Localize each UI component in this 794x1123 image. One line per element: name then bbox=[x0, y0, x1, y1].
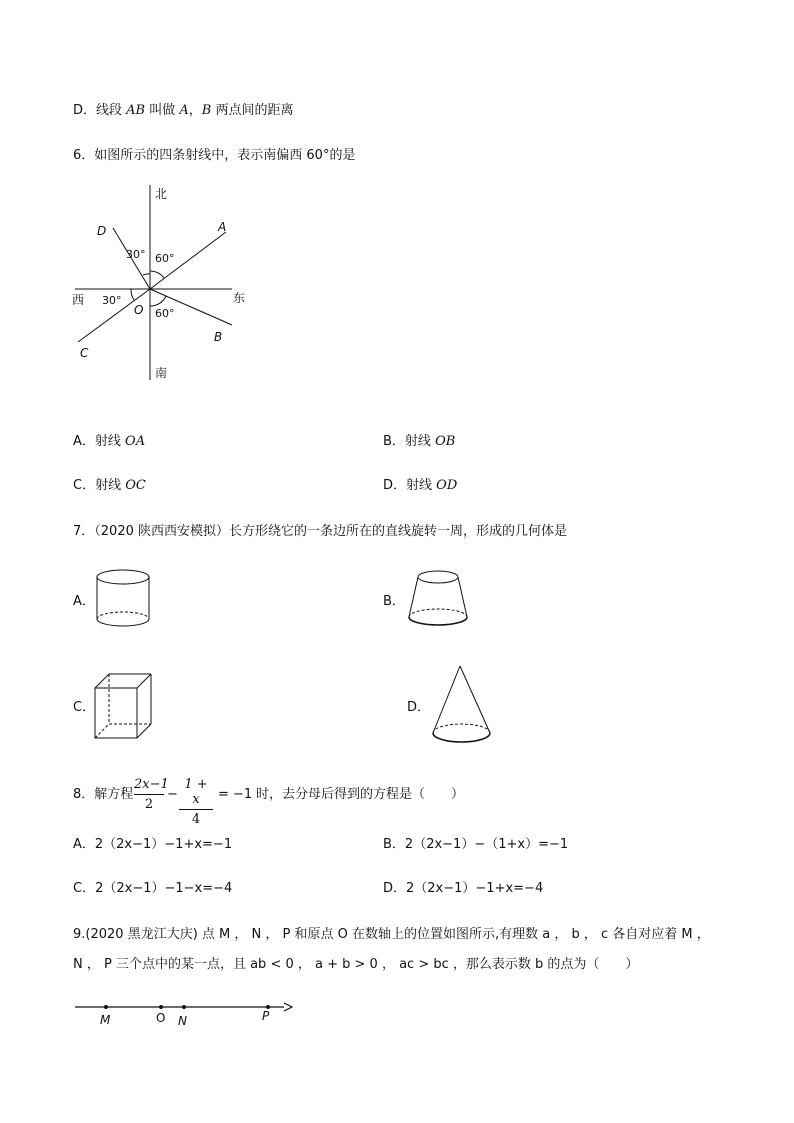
arc-30-west bbox=[131, 289, 134, 300]
q8-f2-bar bbox=[179, 809, 213, 810]
q5-option-d bbox=[73, 103, 293, 119]
q8-option-c[interactable]: C．2（2x−1）−1−x=−4 bbox=[73, 881, 233, 896]
label-east: 东 bbox=[233, 291, 246, 305]
label-b: B bbox=[214, 330, 223, 344]
q9-number-line bbox=[70, 996, 300, 1030]
q6-option-a[interactable] bbox=[73, 434, 145, 450]
q9-stem-line-1: 9.(2020 黑龙江大庆) 点 M ， N ， P 和原点 O 在数轴上的位置如图所示,有理数 a ， b ， c 各自对应着 M ， bbox=[73, 927, 710, 942]
q8-rhs: = −1 bbox=[218, 787, 253, 802]
label-d: D bbox=[97, 224, 107, 238]
label-west: 西 bbox=[72, 293, 85, 307]
q5-d-text: D．线段 bbox=[73, 103, 127, 118]
q8-f1-denominator: 2 bbox=[144, 797, 154, 812]
q6-a-ray: OA bbox=[125, 434, 146, 449]
q6-option-d[interactable] bbox=[383, 478, 457, 494]
q5-d-a: A bbox=[179, 103, 189, 118]
cylinder-shape bbox=[95, 567, 153, 631]
q5-d-text-post: 两点间的距离 bbox=[211, 103, 294, 118]
q6-c-prefix: C．射线 bbox=[73, 478, 126, 493]
q7-option-a-label[interactable]: A． bbox=[73, 594, 95, 609]
q8-option-a[interactable]: A．2（2x−1）−1+x=−1 bbox=[73, 837, 233, 852]
point-o bbox=[159, 1005, 163, 1009]
angle-30-west: 30° bbox=[102, 294, 122, 307]
q6-b-ray: OB bbox=[435, 434, 456, 449]
arc-60-bottom bbox=[150, 296, 166, 306]
label-south: 南 bbox=[155, 366, 168, 380]
q6-option-b[interactable] bbox=[383, 434, 455, 450]
q8-f1-bar bbox=[134, 794, 164, 795]
q5-d-b: B bbox=[201, 103, 212, 118]
q7-option-d-label[interactable]: D． bbox=[407, 700, 431, 715]
point-m bbox=[104, 1005, 108, 1009]
q6-b-prefix: B．射线 bbox=[383, 434, 436, 449]
q5-d-text-mid: 叫做 bbox=[145, 103, 180, 118]
q8-fraction-1 bbox=[134, 777, 169, 812]
q6-d-prefix: D．射线 bbox=[383, 478, 437, 493]
q6-stem: 6．如图所示的四条射线中，表示南偏西 60°的是 bbox=[73, 148, 356, 163]
q6-compass-figure bbox=[60, 180, 260, 385]
label-o: O bbox=[134, 303, 144, 317]
q8-stem-tail: 时，去分母后得到的方程是（ ） bbox=[256, 787, 465, 802]
label-north: 北 bbox=[155, 187, 168, 201]
angle-60-top: 60° bbox=[155, 252, 175, 265]
label-m: M bbox=[100, 1013, 111, 1027]
q8-fraction-2 bbox=[179, 777, 213, 827]
q8-prefix: 8．解方程 bbox=[73, 787, 134, 802]
q8-option-b[interactable]: B．2（2x−1）−（1+x）=−1 bbox=[383, 837, 569, 852]
point-n bbox=[182, 1005, 186, 1009]
label-origin: O bbox=[156, 1011, 166, 1025]
angle-60-bottom: 60° bbox=[155, 307, 175, 320]
cone-shape bbox=[430, 663, 496, 749]
q7-option-b-label[interactable]: B． bbox=[383, 594, 405, 609]
number-line-arrow bbox=[284, 1003, 292, 1011]
label-c: C bbox=[80, 346, 89, 360]
q5-d-comma: ， bbox=[188, 103, 202, 118]
frustum-shape bbox=[405, 565, 471, 631]
cuboid-shape bbox=[93, 670, 155, 742]
q7-option-c-label[interactable]: C． bbox=[73, 700, 96, 715]
q6-c-ray: OC bbox=[125, 478, 146, 493]
q8-option-d[interactable]: D．2（2x−1）−1+x=−4 bbox=[383, 881, 544, 896]
angle-30-top: 30° bbox=[126, 248, 146, 261]
label-p: P bbox=[262, 1009, 270, 1023]
q7-stem: 7．（2020 陕西西安模拟）长方形绕它的一条边所在的直线旋转一周，形成的几何体是 bbox=[73, 524, 567, 539]
arc-60-top bbox=[150, 271, 164, 278]
arc-30-top bbox=[143, 274, 150, 275]
label-a: A bbox=[218, 220, 227, 234]
q6-option-c[interactable] bbox=[73, 478, 146, 494]
q6-a-prefix: A．射线 bbox=[73, 434, 126, 449]
q8-minus: − bbox=[167, 787, 178, 802]
q8-f2-numerator: 1 + x bbox=[184, 777, 208, 807]
q8-f1-numerator: 2x−1 bbox=[134, 777, 169, 792]
q6-d-ray: OD bbox=[436, 478, 458, 493]
label-n: N bbox=[178, 1014, 187, 1028]
q5-d-ab: AB bbox=[126, 103, 146, 118]
q9-stem-line-2: N ， P 三个点中的某一点，且 ab < 0 ， a + b > 0 ， ac > bc ，那么表示数 b 的点为（ ） bbox=[73, 957, 639, 972]
q8-f2-denominator: 4 bbox=[191, 812, 201, 827]
